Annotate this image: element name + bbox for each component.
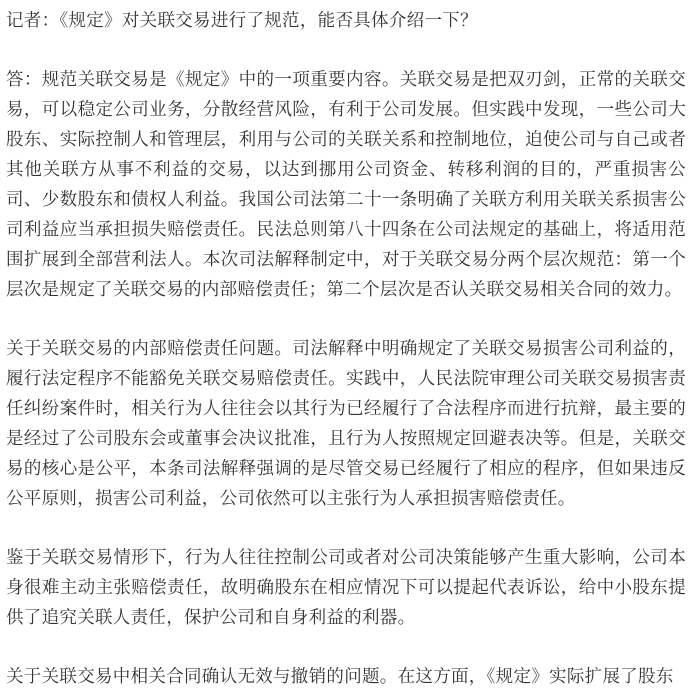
contract-validity-paragraph: 关于关联交易中相关合同确认无效与撤销的问题。在这方面，《规定》实际扩展了股东	[6, 667, 674, 687]
interview-question: 记者：《规定》对关联交易进行了规范，能否具体介绍一下？	[6, 11, 478, 31]
paragraph-gap	[6, 514, 686, 543]
paragraph-gap	[6, 305, 686, 334]
paragraph-gap	[6, 36, 686, 65]
paragraph-gap	[6, 633, 686, 662]
article-body	[6, 0, 686, 692]
internal-liability-paragraph: 关于关联交易的内部赔偿责任问题。司法解释中明确规定了关联交易损害公司利益的，履行法定程序不能豁免关联交易赔偿责任。实践中，人民法院审理公司关联交易损害责任纠纷案件时，相关行为人往往会以其行为已经履行了合法程序而进行抗辩，最主要的是经过了公司股东会或董事会决议批准，且行为人按照规定回避表决等。但是，关联交易的核心是公平，本条司法解释强调的是尽管交易已经履行了相应的程序，但如果违反公平原则，损害公司利益，公司依然可以主张行为人承担损害赔偿责任。	[6, 339, 686, 509]
answer-paragraph: 答：规范关联交易是《规定》中的一项重要内容。关联交易是把双刃剑，正常的关联交易，可以稳定公司业务，分散经营风险，有利于公司发展。但实践中发现，一些公司大股东、实际控制人和管理层，利用与公司的关联关系和控制地位，迫使公司与自己或者其他关联方从事不利益的交易，以达到挪用公司资金、转移利润的目的，严重损害公司、少数股东和债权人利益。我国公司法第二十一条明确了关联方利用关联关系损害公司利益应当承担损失赔偿责任。民法总则第八十四条在公司法规定的基础上，将适用范围扩展到全部营利法人。本次司法解释制定中，对于关联交易分两个层次规范：第一个层次是规定了关联交易的内部赔偿责任；第二个层次是否认关联交易相关合同的效力。	[6, 70, 686, 300]
derivative-suit-paragraph: 鉴于关联交易情形下，行为人往往控制公司或者对公司决策能够产生重大影响，公司本身很难主动主张赔偿责任，故明确股东在相应情况下可以提起代表诉讼，给中小股东提供了追究关联人责任，保护公司和自身利益的利器。	[6, 548, 686, 628]
